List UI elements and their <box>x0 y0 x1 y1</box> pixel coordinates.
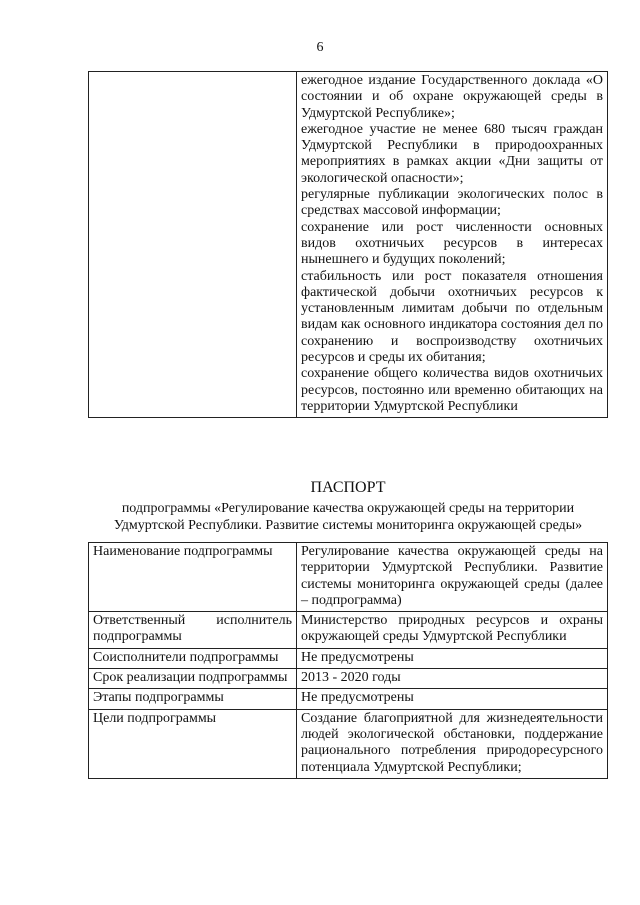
empty-label-cell <box>89 72 297 418</box>
page-number: 6 <box>316 40 324 55</box>
table-row <box>89 669 608 689</box>
indicator-item: сохранение общего количества видов охотничьих ресурсов, постоянно или временно обитающих на территории Удмуртской Республики <box>301 366 603 414</box>
row-label: Ответственный исполнитель подпрограммы <box>89 612 297 649</box>
table-row <box>89 72 608 418</box>
table-row <box>89 689 608 709</box>
indicator-item: стабильность или рост показателя отношения фактической добычи охотничьих ресурсов к установленным лимитам добычи по отдельным видам как основного индикатора состояния дел по сохранению и воспроизводству охотничьих ресурсов и среды их обитания; <box>301 268 603 366</box>
row-value: Не предусмотрены <box>297 689 608 709</box>
row-label: Наименование подпрограммы <box>89 543 297 612</box>
passport-title: ПАСПОРТ <box>310 479 386 496</box>
indicator-item: сохранение или рост численности основных видов охотничьих ресурсов в интересах нынешнего и будущих поколений; <box>301 219 603 268</box>
row-label: Этапы подпрограммы <box>89 689 297 709</box>
row-value: Создание благоприятной для жизнедеятельности людей экологической обстановки, поддержание рационального потребления природоресурсного потенциала Удмуртской Республики; <box>297 709 608 778</box>
indicators-cell <box>297 72 608 418</box>
table-row <box>89 709 608 778</box>
row-value: 2013 - 2020 годы <box>297 669 608 689</box>
row-value: Регулирование качества окружающей среды на территории Удмуртской Республики. Развитие системы мониторинга окружающей среды (далее – подпрограмма) <box>297 543 608 612</box>
table-row <box>89 543 608 612</box>
continuation-table <box>88 71 608 418</box>
indicator-item: ежегодное участие не менее 680 тысяч граждан Удмуртской Республики в природоохранных мероприятиях в рамках акции «Дни защиты от экологической опасности»; <box>301 121 603 186</box>
passport-subtitle: подпрограммы «Регулирование качества окружающей среды на территории Удмуртской Республики. Развитие системы мониторинга окружающей среды» <box>113 501 583 533</box>
indicator-item: ежегодное издание Государственного доклада «О состоянии и об охране окружающей среды в Удмуртской Республике»; <box>301 73 603 121</box>
passport-table <box>88 542 608 779</box>
table-row <box>89 648 608 668</box>
passport-heading <box>88 478 608 534</box>
row-value: Министерство природных ресурсов и охраны окружающей среды Удмуртской Республики <box>297 612 608 649</box>
table-row <box>89 612 608 649</box>
row-label: Соисполнители подпрограммы <box>89 648 297 668</box>
row-label: Срок реализации подпрограммы <box>89 669 297 689</box>
row-label: Цели подпрограммы <box>89 709 297 778</box>
indicator-item: регулярные публикации экологических полос в средствах массовой информации; <box>301 187 603 219</box>
row-value: Не предусмотрены <box>297 648 608 668</box>
